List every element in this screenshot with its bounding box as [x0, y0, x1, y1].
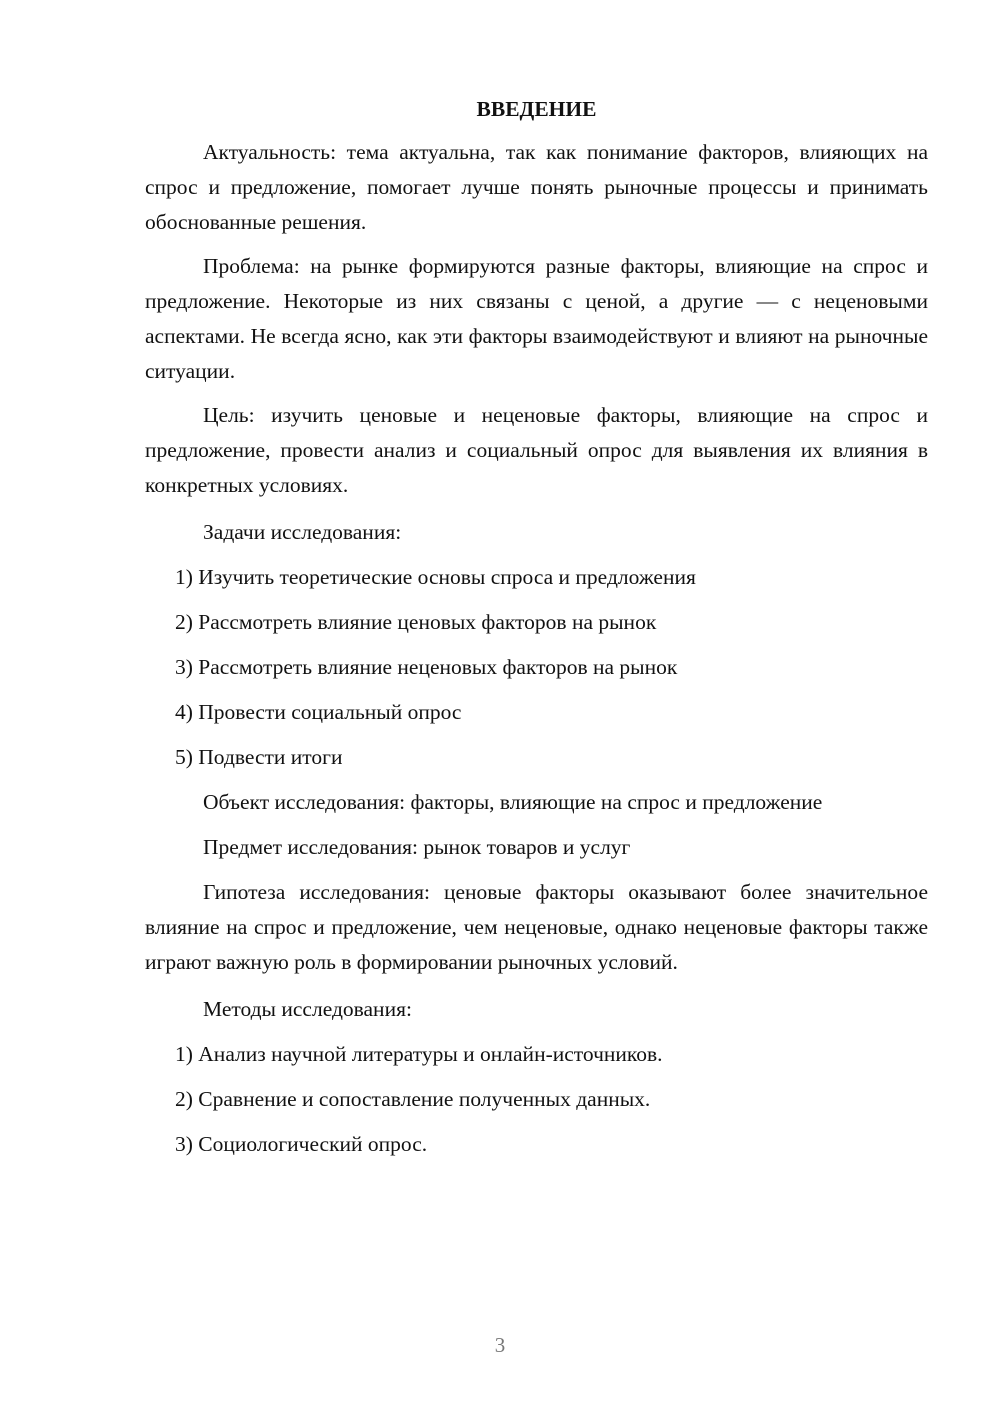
- page-title: ВВЕДЕНИЕ: [476, 97, 597, 121]
- hypothesis-paragraph: Гипотеза исследования: ценовые факторы оказывают более значительное влияние на спрос и предложение, чем неценовые, однако неценовые факторы также играют важную роль в формировании рыночных условий.: [145, 880, 928, 974]
- problem-paragraph: Проблема: на рынке формируются разные факторы, влияющие на спрос и предложение. Некоторые из них связаны с ценой, а другие — с неценовыми аспектами. Не всегда ясно, как эти факторы взаимодействуют и влияют на рыночные ситуации.: [145, 254, 928, 383]
- research-subject: Предмет исследования: рынок товаров и услуг: [203, 835, 631, 859]
- goal-paragraph: Цель: изучить ценовые и неценовые факторы, влияющие на спрос и предложение, провести анализ и социальный опрос для выявления их влияния в конкретных условиях.: [145, 403, 928, 497]
- research-object: Объект исследования: факторы, влияющие на спрос и предложение: [203, 790, 823, 814]
- method-item-2: 2) Сравнение и сопоставление полученных данных.: [175, 1087, 651, 1111]
- methods-heading: Методы исследования:: [203, 997, 412, 1021]
- page-number: 3: [494, 1333, 506, 1357]
- task-item-2: 2) Рассмотреть влияние ценовых факторов на рынок: [175, 610, 657, 634]
- tasks-heading: Задачи исследования:: [203, 520, 402, 544]
- method-item-1: 1) Анализ научной литературы и онлайн-источников.: [175, 1042, 663, 1066]
- document-page: [145, 92, 928, 1172]
- task-item-3: 3) Рассмотреть влияние неценовых факторов на рынок: [175, 655, 678, 679]
- task-item-1: 1) Изучить теоретические основы спроса и предложения: [175, 565, 696, 589]
- task-item-4: 4) Провести социальный опрос: [175, 700, 462, 724]
- method-item-3: 3) Социологический опрос.: [175, 1132, 428, 1156]
- relevance-paragraph: Актуальность: тема актуальна, так как понимание факторов, влияющих на спрос и предложение, помогает лучше понять рыночные процессы и принимать обоснованные решения.: [145, 140, 928, 234]
- task-item-5: 5) Подвести итоги: [175, 745, 343, 769]
